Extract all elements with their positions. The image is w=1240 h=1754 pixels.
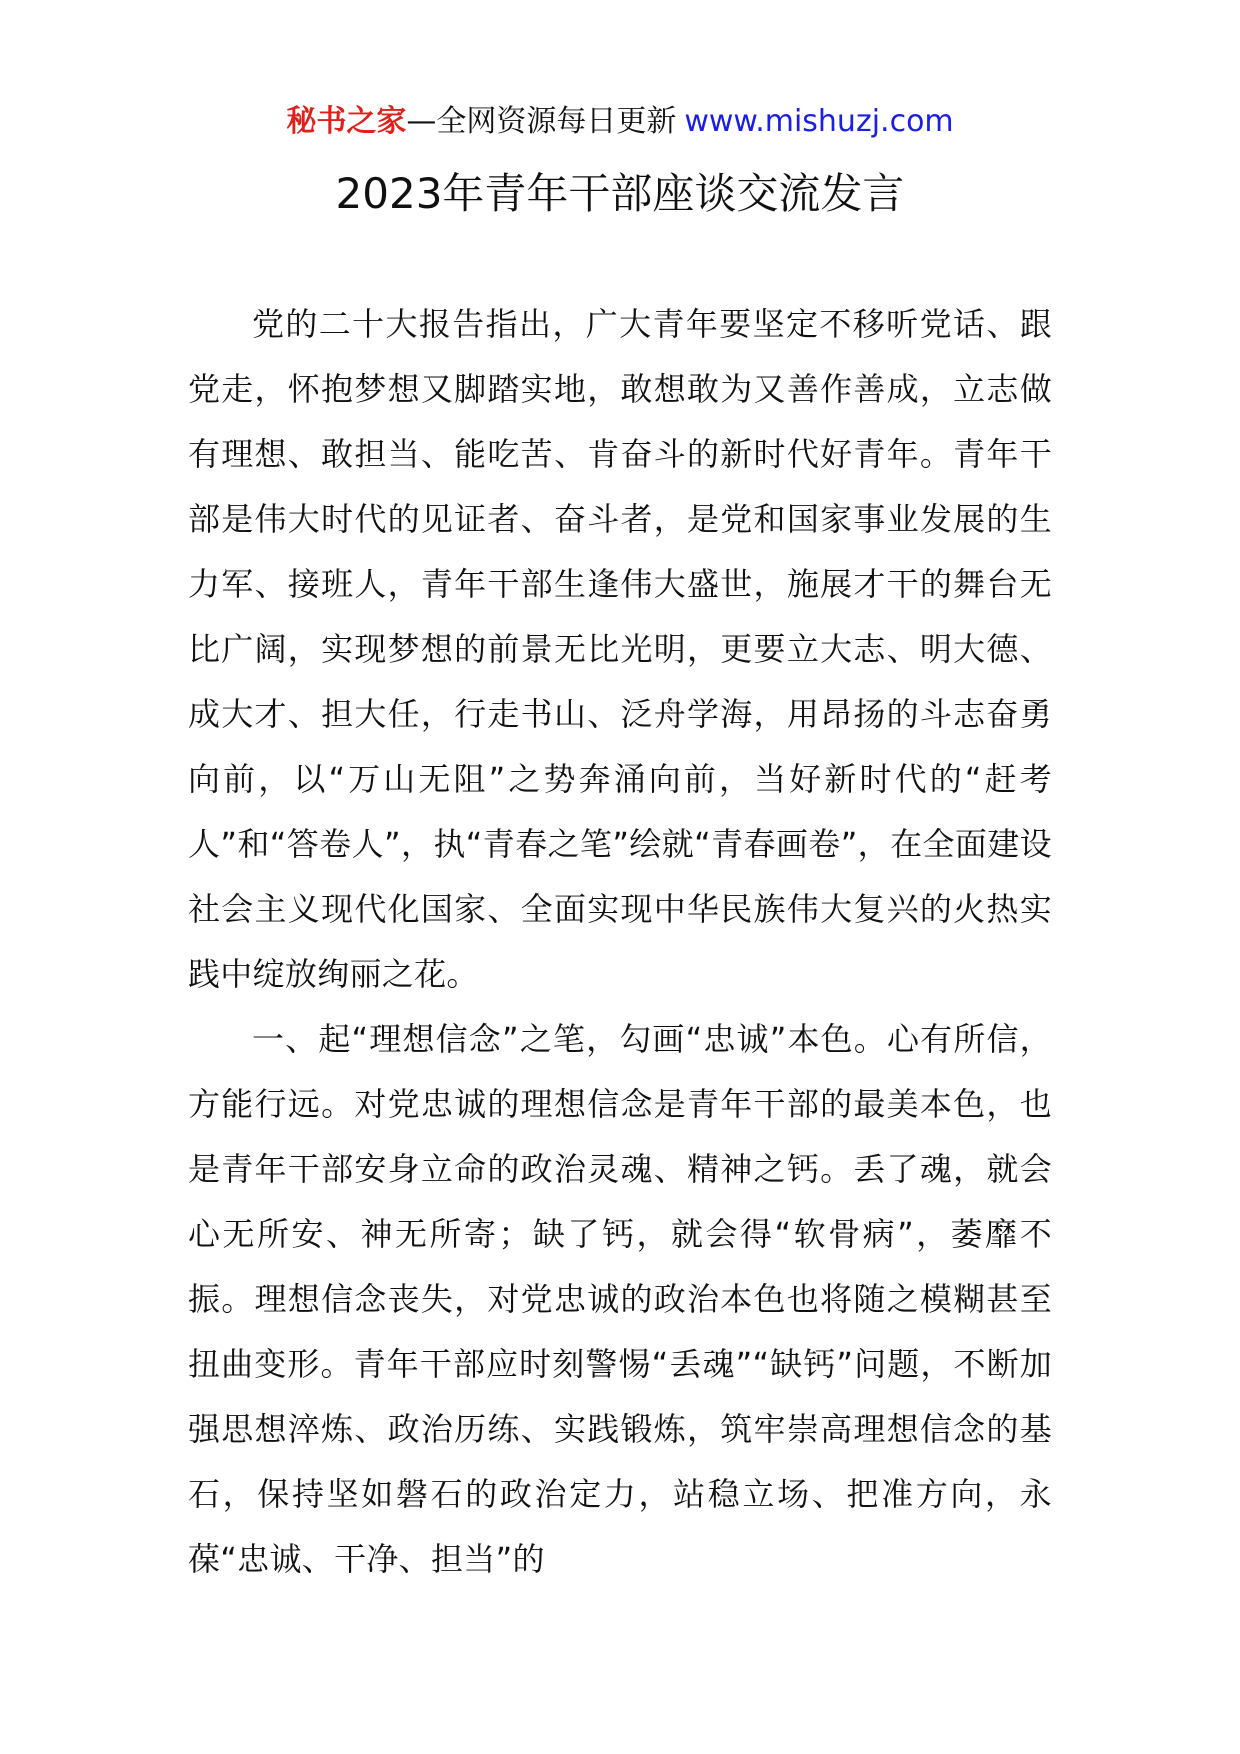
- section-1-body: 心有所信，方能行远。对党忠诚的理想信念是青年干部的最美本色，也是青年干部安身立命的政治灵魂、精神之钙。丢了魂，就会心无所安、神无所寄；缺了钙，就会得“软骨病”，萎靡不振。理想信念丧失，对党忠诚的政治本色也将随之模糊甚至扭曲变形。青年干部应时刻警惕“丢魂”“缺钙”问题，不断加强思想淬炼、政治历练、实践锻炼，筑牢崇高理想信念的基石，保持坚如磐石的政治定力，站稳立场、把准方向，永葆“忠诚、干净、担当”的: [188, 1020, 1052, 1578]
- section-1-heading: 一、起“理想信念”之笔，勾画“忠诚”本色。: [252, 1020, 887, 1058]
- brand-name: 秘书之家: [286, 104, 407, 139]
- document-title: 2023年青年干部座谈交流发言: [335, 169, 905, 218]
- header-slogan: —全网资源每日更新: [406, 104, 677, 139]
- header-banner: [0, 102, 1240, 142]
- section-1-paragraph: [188, 1007, 1052, 1592]
- site-url-link[interactable]: www.mishuzj.com: [684, 104, 954, 139]
- intro-paragraph: 党的二十大报告指出，广大青年要坚定不移听党话、跟党走，怀抱梦想又脚踏实地，敢想敢为又善作善成，立志做有理想、敢担当、能吃苦、肯奋斗的新时代好青年。青年干部是伟大时代的见证者、奋斗者，是党和国家事业发展的生力军、接班人，青年干部生逢伟大盛世，施展才干的舞台无比广阔，实现梦想的前景无比光明，更要立大志、明大德、成大才、担大任，行走书山、泛舟学海，用昂扬的斗志奋勇向前，以“万山无阻”之势奔涌向前，当好新时代的“赶考人”和“答卷人”，执“青春之笔”绘就“青春画卷”，在全面建设社会主义现代化国家、全面实现中华民族伟大复兴的火热实践中绽放绚丽之花。: [188, 305, 1052, 993]
- document-body: [188, 292, 1052, 1592]
